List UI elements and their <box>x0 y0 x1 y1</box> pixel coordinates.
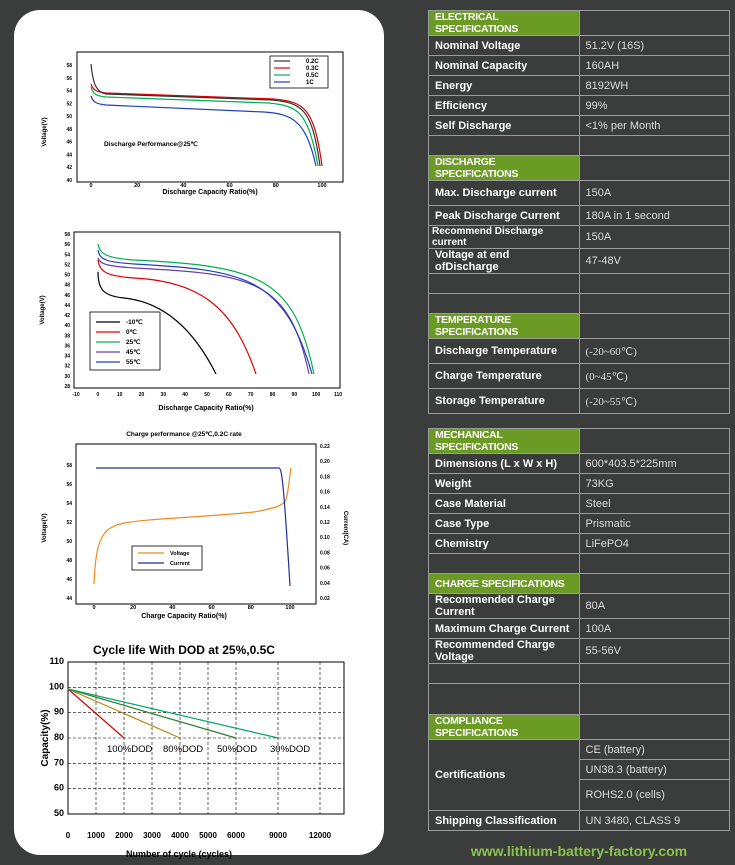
c4-ann-0: 100%DOD <box>107 744 153 755</box>
temperature-performance-chart <box>14 220 384 420</box>
c2-ytick: 34 <box>64 353 70 360</box>
c2-xtick: 10 <box>116 392 123 398</box>
c1-xtick: 100 <box>317 183 327 189</box>
spec-row: Storage Temperature (-20~55℃) <box>429 389 730 414</box>
c2-ytick: 52 <box>64 262 70 269</box>
spec-row: Discharge Temperature (-20~60℃) <box>429 339 730 364</box>
c2-legend-4: 55℃ <box>126 359 141 366</box>
c4-xtick: 6000 <box>227 831 245 840</box>
spec-row: Efficiency 99% <box>429 96 730 116</box>
c2-xtick: 30 <box>160 392 167 398</box>
electrical-header: ELECTRICAL SPECIFICATIONS <box>429 11 580 36</box>
c1-xtick: 20 <box>134 183 141 189</box>
c3-xtick: 40 <box>169 605 176 611</box>
c3-title: Charge performance @25℃,0.2C rate <box>126 431 242 438</box>
c3-y2tick: 0.18 <box>320 474 330 481</box>
c1-ytick: 46 <box>66 139 72 146</box>
c3-ytick: 44 <box>66 596 72 602</box>
spec-row: Dimensions (L x W x H) 600*403.5*225mm <box>429 454 730 474</box>
spec-row: Case Material Steel <box>429 494 730 514</box>
spec-row: Nominal Capacity 160AH <box>429 56 730 76</box>
c3-legend-1: Current <box>170 561 190 567</box>
c2-ytick: 54 <box>64 252 70 259</box>
site-url: www.lithium-battery-factory.com <box>470 843 688 859</box>
c2-legend-2: 25℃ <box>126 339 141 346</box>
c1-ytick: 44 <box>66 152 72 159</box>
c2-ytick: 50 <box>64 272 70 279</box>
c4-xtick: 1000 <box>87 831 105 840</box>
c1-ytick: 40 <box>66 178 72 184</box>
c3-y2tick: 0.02 <box>320 596 330 602</box>
c4-xtick: 2000 <box>115 831 133 840</box>
c4-ytick: 60 <box>53 782 64 793</box>
c1-ytick: 58 <box>66 63 72 69</box>
c3-y2tick: 0.06 <box>320 565 330 572</box>
spec-row: Recommend Discharge current 150A <box>429 226 730 249</box>
c3-y2tick: 0.16 <box>320 489 330 496</box>
spec-row: Nominal Voltage 51.2V (16S) <box>429 36 730 56</box>
temperature-header: TEMPERATURE SPECIFICATIONS <box>429 314 580 339</box>
spec-row: Charge Temperature (0~45℃) <box>429 364 730 389</box>
c2-ytick: 56 <box>64 242 70 249</box>
c3-ytick: 56 <box>66 482 72 488</box>
c2-legend-3: 45℃ <box>126 349 141 356</box>
c3-ytick: 48 <box>66 558 72 564</box>
c2-xtick: 0 <box>96 392 100 398</box>
spec-row: Self Discharge <1% per Month <box>429 116 730 136</box>
c1-ytick: 54 <box>66 88 72 95</box>
c1-ylabel: Voltage(V) <box>42 117 48 147</box>
c1-legend-3: 1C <box>306 80 314 86</box>
c1-ytick: 52 <box>66 101 72 108</box>
spec-table-1 <box>428 10 730 414</box>
c2-ytick: 48 <box>64 282 70 289</box>
c4-xtick: 9000 <box>269 831 287 840</box>
c3-y2tick: 0.14 <box>320 504 330 511</box>
c1-ytick: 48 <box>66 126 72 133</box>
c3-ylabel: Voltage(V) <box>42 513 48 543</box>
c1-inline-label: Discharge Performance@25℃ <box>104 141 198 148</box>
c4-ann-3: 30%DOD <box>270 744 311 755</box>
c4-ann-2: 50%DOD <box>217 744 258 755</box>
c2-xtick: 100 <box>311 392 321 398</box>
c3-y2label: Current(CA) <box>342 510 348 546</box>
spec-row: Peak Discharge Current 180A in 1 second <box>429 206 730 226</box>
spec-row: Max. Discharge current 150A <box>429 181 730 206</box>
c3-ytick: 50 <box>66 539 72 545</box>
c2-xtick: -10 <box>72 392 80 398</box>
c1-ytick: 56 <box>66 75 72 82</box>
c2-ytick: 28 <box>64 384 70 390</box>
spec-table-2 <box>428 428 730 831</box>
spec-row: Energy 8192WH <box>429 76 730 96</box>
c4-ytick: 70 <box>53 757 64 768</box>
c2-legend-1: 0℃ <box>126 329 137 336</box>
c2-xtick: 40 <box>182 392 188 398</box>
charts-panel <box>14 10 384 859</box>
spec-row: Chemistry LiFePO4 <box>429 534 730 554</box>
c4-title: Cycle life With DOD at 25%,0.5C <box>93 643 275 657</box>
c2-xtick: 70 <box>247 392 254 398</box>
charge-header: CHARGE SPECIFICATIONS <box>429 574 580 594</box>
c4-ytick: 100 <box>48 681 64 692</box>
c3-ytick: 52 <box>66 520 72 526</box>
c1-ytick: 42 <box>66 165 72 172</box>
c2-ytick: 58 <box>64 232 70 238</box>
c4-xtick: 3000 <box>143 831 161 840</box>
spec-row: ROHS2.0 (cells) <box>429 780 730 811</box>
c1-xtick: 40 <box>180 183 187 189</box>
c4-xtick: 4000 <box>171 831 189 840</box>
c1-xtick: 0 <box>89 183 93 189</box>
c2-ytick: 32 <box>64 363 70 370</box>
c1-legend-0: 0.2C <box>306 59 319 65</box>
c1-xlabel: Discharge Capacity Ratio(%) <box>162 189 258 196</box>
c2-ytick: 46 <box>64 292 70 299</box>
c3-xlabel: Charge Capacity Ratio(%) <box>141 613 227 620</box>
c4-ytick: 90 <box>53 706 64 717</box>
c2-ytick: 36 <box>64 343 70 350</box>
c4-xlabel: Number of cycle (cycles) <box>125 849 233 859</box>
c2-xtick: 80 <box>269 392 276 398</box>
c2-xtick: 60 <box>226 392 232 398</box>
spec-row: Shipping Classification UN 3480, CLASS 9 <box>429 811 730 831</box>
c2-ytick: 38 <box>64 333 70 340</box>
c4-xtick: 0 <box>65 831 71 840</box>
c2-ytick: 44 <box>64 302 70 309</box>
c3-y2tick: 0.08 <box>320 550 330 557</box>
c2-xtick: 90 <box>291 392 298 398</box>
c4-ytick: 50 <box>53 808 64 818</box>
spec-row: Case Type Prismatic <box>429 514 730 534</box>
c2-legend-0: -10℃ <box>126 319 143 326</box>
spec-row: Maximum Charge Current 100A <box>429 619 730 639</box>
spec-row: Voltage at end ofDischarge 47-48V <box>429 249 730 274</box>
spec-row: Weight 73KG <box>429 474 730 494</box>
spec-row: UN38.3 (battery) <box>429 760 730 780</box>
c4-ann-1: 80%DOD <box>163 744 204 755</box>
c4-ylabel: Capacity(%) <box>40 709 51 767</box>
c4-ytick: 80 <box>53 732 64 742</box>
c4-xtick: 5000 <box>199 831 217 840</box>
discharge-header: DISCHARGE SPECIFICATIONS <box>429 156 580 181</box>
mechanical-header: MECHANICAL SPECIFICATIONS <box>429 429 580 454</box>
c1-xtick: 80 <box>272 183 279 189</box>
c3-xtick: 80 <box>247 605 254 611</box>
c2-xtick: 50 <box>204 392 210 398</box>
c4-xtick: 12000 <box>308 831 332 840</box>
compliance-header: COMPLIANCE SPECIFICATIONS <box>429 715 580 740</box>
c3-y2tick: 0.22 <box>320 444 330 450</box>
c3-legend-0: Voltage <box>170 551 190 557</box>
c1-xtick: 60 <box>226 183 233 189</box>
spec-row: Recommended Charge Current 80A <box>429 594 730 619</box>
cycle-life-chart <box>14 638 384 863</box>
c3-xtick: 100 <box>285 605 295 611</box>
c3-y2tick: 0.12 <box>320 520 330 526</box>
c1-legend-2: 0.5C <box>306 73 319 79</box>
spec-row: Recommended Charge Voltage 55-56V <box>429 639 730 664</box>
discharge-performance-chart <box>14 42 384 202</box>
c2-ytick: 42 <box>64 313 70 320</box>
c2-xlabel: Discharge Capacity Ratio(%) <box>158 405 254 412</box>
c3-xtick: 60 <box>208 605 215 611</box>
c2-ytick: 40 <box>64 323 70 330</box>
c3-y2tick: 0.04 <box>320 580 330 587</box>
c3-y2tick: 0.10 <box>320 535 330 542</box>
c2-xtick: 110 <box>333 392 343 398</box>
c3-ytick: 54 <box>66 501 72 507</box>
c1-ytick: 50 <box>66 114 72 121</box>
c3-xtick: 0 <box>92 605 96 611</box>
c1-legend-1: 0.3C <box>306 66 319 72</box>
c4-ytick: 110 <box>49 656 64 666</box>
c3-y2tick: 0.20 <box>320 459 330 466</box>
c2-ylabel: Voltage(V) <box>40 295 46 325</box>
spec-row: Certifications CE (battery) <box>429 740 730 760</box>
c2-xtick: 20 <box>138 392 145 398</box>
charge-performance-chart <box>14 428 384 628</box>
c3-ytick: 58 <box>66 463 72 469</box>
c3-ytick: 46 <box>66 577 72 583</box>
c3-xtick: 20 <box>130 605 137 611</box>
c2-ytick: 30 <box>64 373 70 380</box>
